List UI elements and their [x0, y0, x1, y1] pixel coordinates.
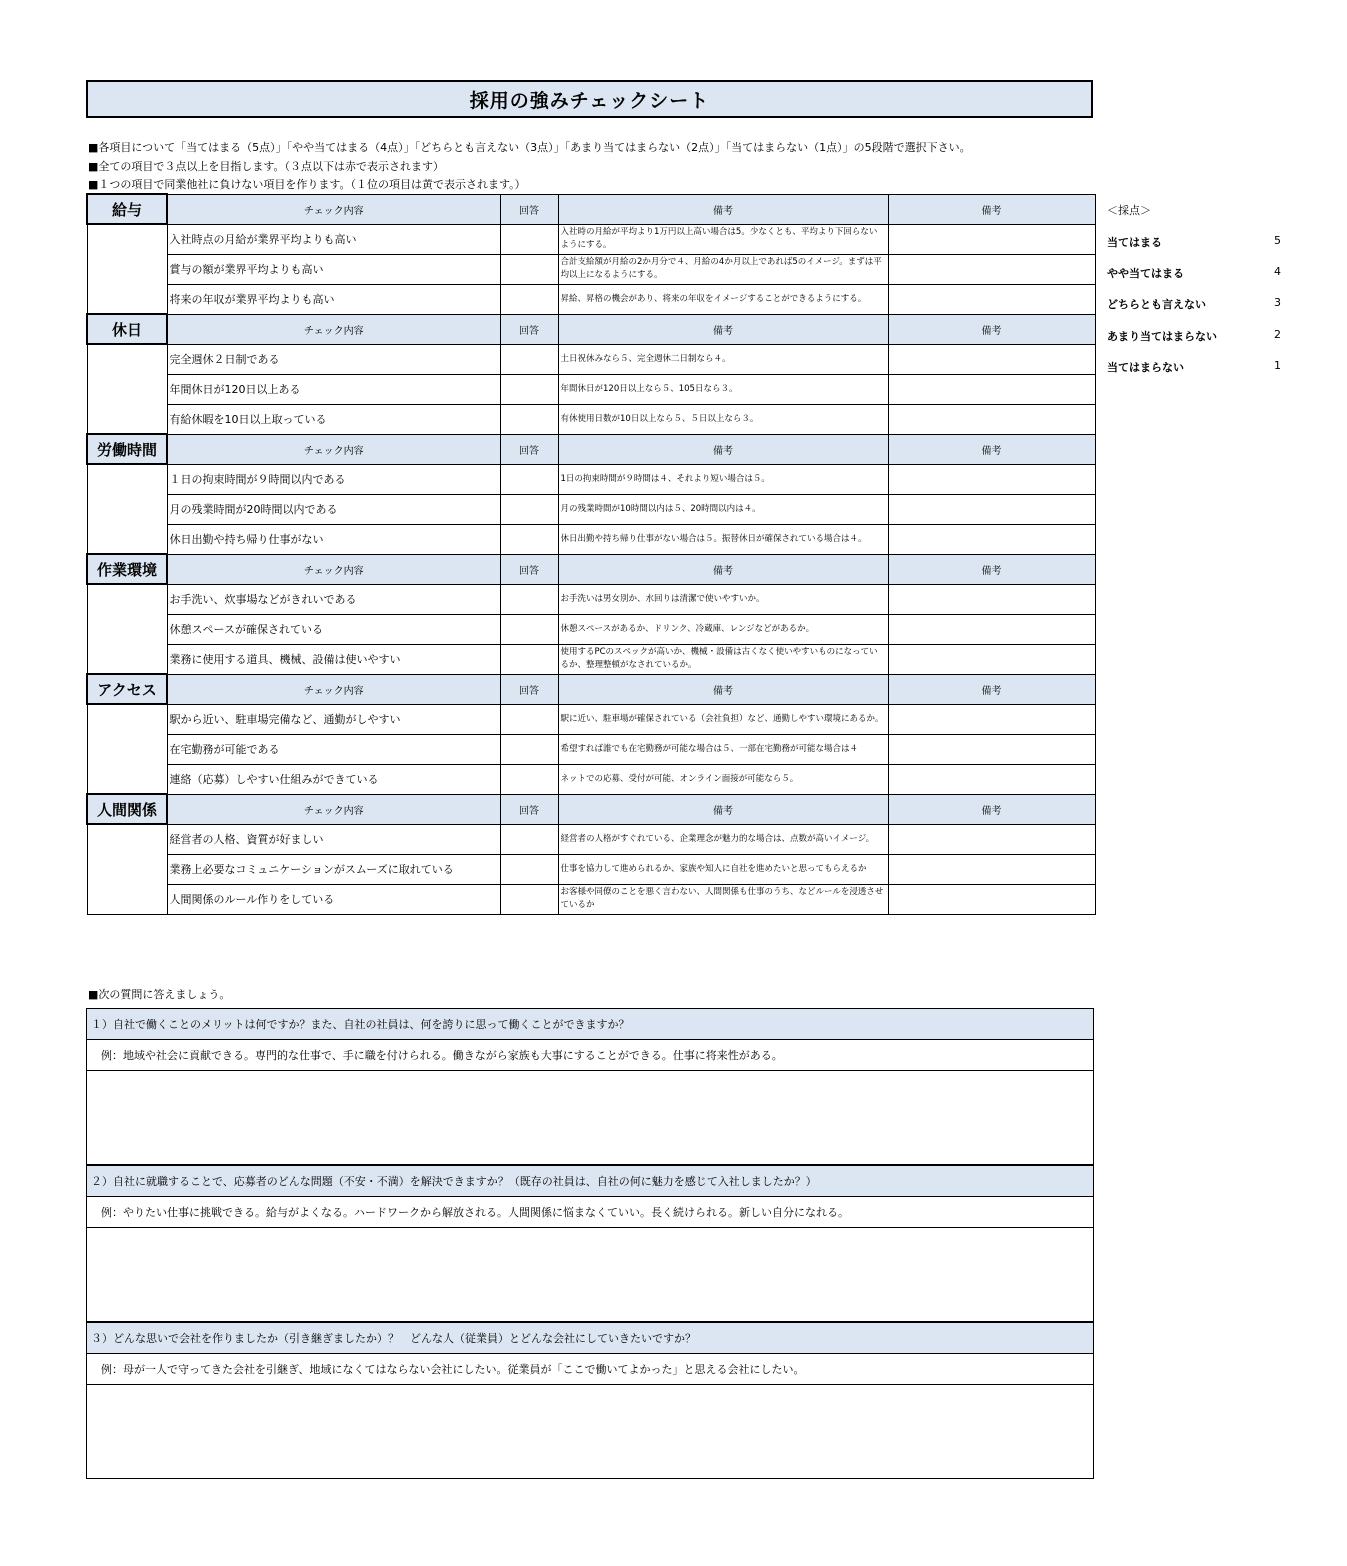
question-3-answer-area[interactable] — [87, 1385, 1093, 1478]
note-text: 駅に近い、駐車場が確保されている（会社負担）など、通勤しやすい環境にあるか。 — [558, 704, 888, 734]
check-item-text: 人間関係のルール作りをしている — [167, 884, 500, 914]
note-header: 備考 — [558, 554, 888, 584]
category-name: 人間関係 — [87, 794, 167, 824]
scoring-label: 当てはまらない — [1107, 361, 1184, 374]
check-item-text: 業務に使用する道具、機械、設備は使いやすい — [167, 644, 500, 674]
note2-cell[interactable] — [888, 764, 1095, 794]
check-item-text: 駅から近い、駐車場完備など、通勤がしやすい — [167, 704, 500, 734]
question-2-example: 例：やりたい仕事に挑戦できる。給与がよくなる。ハードワークから解放される。人間関係に悩まなくていい。長く続けられる。新しい自分になれる。 — [87, 1197, 1093, 1228]
note2-cell[interactable] — [888, 404, 1095, 434]
note-text: 昇給、昇格の機会があり、将来の年収をイメージすることができるようにする。 — [558, 284, 888, 314]
note-header: 備考 — [558, 794, 888, 824]
answer-cell[interactable] — [500, 284, 558, 314]
instruction-1: ■各項目について「当てはまる（5点）」「やや当てはまる（4点）」「どちらとも言えない（3点）」「あまり当てはまらない（2点）」「当てはまらない（1点）」の5段階で選択下さい。 — [88, 141, 971, 154]
answer-cell[interactable] — [500, 884, 558, 914]
check-item-row — [87, 344, 1095, 374]
questions-intro: ■次の質問に答えましょう。 — [88, 988, 231, 1001]
category-name: アクセス — [87, 674, 167, 704]
check-item-row — [87, 764, 1095, 794]
answer-cell[interactable] — [500, 254, 558, 284]
check-item-row — [87, 284, 1095, 314]
category-header-row — [87, 554, 1095, 584]
note2-cell[interactable] — [888, 524, 1095, 554]
check-content-header: チェック内容 — [167, 674, 500, 704]
answer-header: 回答 — [500, 434, 558, 464]
check-item-row — [87, 464, 1095, 494]
note2-cell[interactable] — [888, 704, 1095, 734]
category-name: 休日 — [87, 314, 167, 344]
scoring-label: やや当てはまる — [1107, 267, 1184, 280]
check-item-text: 連絡（応募）しやすい仕組みができている — [167, 764, 500, 794]
check-content-header: チェック内容 — [167, 554, 500, 584]
category-blank-cell — [87, 824, 167, 914]
check-item-row — [87, 494, 1095, 524]
scoring-label: どちらとも言えない — [1107, 298, 1206, 311]
note-text: 土日祝休みなら５、完全週休二日制なら４。 — [558, 344, 888, 374]
check-item-text: 経営者の人格、資質が好ましい — [167, 824, 500, 854]
check-item-row — [87, 614, 1095, 644]
check-item-text: 休憩スペースが確保されている — [167, 614, 500, 644]
note-text: 希望すれば誰でも在宅勤務が可能な場合は５、一部在宅勤務が可能な場合は４ — [558, 734, 888, 764]
note2-cell[interactable] — [888, 224, 1095, 254]
answer-cell[interactable] — [500, 854, 558, 884]
answer-cell[interactable] — [500, 764, 558, 794]
scoring-value: 3 — [1274, 296, 1281, 309]
answer-cell[interactable] — [500, 374, 558, 404]
answer-header: 回答 — [500, 554, 558, 584]
scoring-value: 4 — [1274, 265, 1281, 278]
check-item-text: 休日出勤や持ち帰り仕事がない — [167, 524, 500, 554]
check-content-header: チェック内容 — [167, 314, 500, 344]
scoring-row — [1107, 359, 1287, 375]
note2-header: 備考 — [888, 194, 1095, 224]
question-block-3 — [86, 1322, 1094, 1479]
note-text: お客様や同僚のことを悪く言わない、人間関係も仕事のうち、などルールを浸透させているか — [558, 884, 888, 914]
category-name: 給与 — [87, 194, 167, 224]
note2-header: 備考 — [888, 554, 1095, 584]
check-item-row — [87, 584, 1095, 614]
note-text: 経営者の人格がすぐれている、企業理念が魅力的な場合は、点数が高いイメージ。 — [558, 824, 888, 854]
note-header: 備考 — [558, 434, 888, 464]
check-item-row — [87, 404, 1095, 434]
instruction-3: ■１つの項目で同業他社に負けない項目を作ります。（１位の項目は黄で表示されます。） — [88, 178, 526, 191]
category-blank-cell — [87, 464, 167, 554]
check-table — [86, 193, 1096, 915]
note2-cell[interactable] — [888, 824, 1095, 854]
answer-cell[interactable] — [500, 734, 558, 764]
note-header: 備考 — [558, 674, 888, 704]
check-item-text: 月の残業時間が20時間以内である — [167, 494, 500, 524]
answer-cell[interactable] — [500, 584, 558, 614]
note2-cell[interactable] — [888, 644, 1095, 674]
check-item-row — [87, 374, 1095, 404]
note2-header: 備考 — [888, 794, 1095, 824]
question-1-text: １）自社で働くことのメリットは何ですか？また、自社の社員は、何を誇りに思って働くことができますか？ — [87, 1009, 1093, 1040]
note-text: 休憩スペースがあるか、ドリンク、冷蔵庫、レンジなどがあるか。 — [558, 614, 888, 644]
check-item-row — [87, 644, 1095, 674]
scoring-value: 5 — [1274, 234, 1281, 247]
check-item-text: 賞与の額が業界平均よりも高い — [167, 254, 500, 284]
check-item-text: お手洗い、炊事場などがきれいである — [167, 584, 500, 614]
answer-header: 回答 — [500, 314, 558, 344]
answer-cell[interactable] — [500, 824, 558, 854]
scoring-value: 1 — [1274, 359, 1281, 372]
answer-cell[interactable] — [500, 614, 558, 644]
category-header-row — [87, 794, 1095, 824]
note-text: お手洗いは男女別か、水回りは清潔で使いやすいか。 — [558, 584, 888, 614]
scoring-row — [1107, 328, 1287, 344]
note2-header: 備考 — [888, 434, 1095, 464]
check-content-header: チェック内容 — [167, 434, 500, 464]
note-text: 月の残業時間が10時間以内は５、20時間以内は４。 — [558, 494, 888, 524]
note-text: 使用するPCのスペックが高いか、機械・設備は古くなく使いやすいものになっているか、整理整頓がなされているか。 — [558, 644, 888, 674]
check-content-header: チェック内容 — [167, 194, 500, 224]
scoring-row — [1107, 296, 1287, 312]
category-blank-cell — [87, 704, 167, 794]
note-text: 1日の拘束時間が９時間は４、それより短い場合は５。 — [558, 464, 888, 494]
note2-header: 備考 — [888, 314, 1095, 344]
category-header-row — [87, 314, 1095, 344]
category-blank-cell — [87, 344, 167, 434]
note2-cell[interactable] — [888, 374, 1095, 404]
note2-cell[interactable] — [888, 344, 1095, 374]
check-item-row — [87, 524, 1095, 554]
answer-cell[interactable] — [500, 524, 558, 554]
note-text: 合計支給額が月給の2か月分で４、月給の4か月以上であれば5のイメージ。まずは平均以上になるようにする。 — [558, 254, 888, 284]
answer-cell[interactable] — [500, 224, 558, 254]
page-title: 採用の強みチェックシート — [86, 80, 1093, 118]
category-blank-cell — [87, 584, 167, 674]
answer-cell[interactable] — [500, 344, 558, 374]
check-item-row — [87, 734, 1095, 764]
note-header: 備考 — [558, 194, 888, 224]
note-text: 有休使用日数が10日以上なら５、５日以上なら３。 — [558, 404, 888, 434]
note2-cell[interactable] — [888, 854, 1095, 884]
category-name: 作業環境 — [87, 554, 167, 584]
check-item-text: １日の拘束時間が９時間以内である — [167, 464, 500, 494]
note2-cell[interactable] — [888, 464, 1095, 494]
note-text: 仕事を協力して進められるか、家族や知人に自社を進めたいと思ってもらえるか — [558, 854, 888, 884]
check-item-row — [87, 254, 1095, 284]
check-content-header: チェック内容 — [167, 794, 500, 824]
category-name: 労働時間 — [87, 434, 167, 464]
question-3-text: ３）どんな思いで会社を作りましたか（引き継ぎましたか）？ どんな人（従業員）とどんな会社にしていきたいですか？ — [87, 1323, 1093, 1354]
answer-header: 回答 — [500, 674, 558, 704]
category-header-row — [87, 194, 1095, 224]
note2-header: 備考 — [888, 674, 1095, 704]
note2-cell[interactable] — [888, 614, 1095, 644]
question-1-answer-area[interactable] — [87, 1071, 1093, 1164]
scoring-value: 2 — [1274, 328, 1281, 341]
answer-header: 回答 — [500, 794, 558, 824]
question-3-example: 例：母が一人で守ってきた会社を引継ぎ、地域になくてはならない会社にしたい。従業員が「ここで働いてよかった」と思える会社にしたい。 — [87, 1354, 1093, 1385]
instruction-2: ■全ての項目で３点以上を目指します。（３点以下は赤で表示されます） — [88, 160, 445, 173]
check-item-row — [87, 704, 1095, 734]
note2-cell[interactable] — [888, 584, 1095, 614]
check-item-text: 有給休暇を10日以上取っている — [167, 404, 500, 434]
question-block-2 — [86, 1165, 1094, 1322]
note-text: 入社時の月給が平均より1万円以上高い場合は5。少なくとも、平均より下回らないようにする。 — [558, 224, 888, 254]
question-2-text: ２）自社に就職することで、応募者のどんな問題（不安・不満）を解決できますか？（既存の社員は、自社の何に魅力を感じて入社しましたか？） — [87, 1166, 1093, 1197]
note2-cell[interactable] — [888, 734, 1095, 764]
scoring-row — [1107, 234, 1287, 250]
answer-cell[interactable] — [500, 704, 558, 734]
note2-cell[interactable] — [888, 284, 1095, 314]
question-1-example: 例：地域や社会に貢献できる。専門的な仕事で、手に職を付けられる。働きながら家族も大事にすることができる。仕事に将来性がある。 — [87, 1040, 1093, 1071]
category-header-row — [87, 434, 1095, 464]
check-item-row — [87, 854, 1095, 884]
check-item-text: 在宅勤務が可能である — [167, 734, 500, 764]
note2-cell[interactable] — [888, 884, 1095, 914]
note-text: ネットでの応募、受付が可能、オンライン面接が可能なら５。 — [558, 764, 888, 794]
answer-cell[interactable] — [500, 644, 558, 674]
note-text: 年間休日が120日以上なら５、105日なら３。 — [558, 374, 888, 404]
scoring-label: 当てはまる — [1107, 236, 1162, 249]
answer-cell[interactable] — [500, 464, 558, 494]
check-item-row — [87, 884, 1095, 914]
answer-cell[interactable] — [500, 404, 558, 434]
scoring-row — [1107, 265, 1287, 281]
check-item-text: 年間休日が120日以上ある — [167, 374, 500, 404]
note-header: 備考 — [558, 314, 888, 344]
question-block-1 — [86, 1008, 1094, 1165]
check-item-text: 入社時点の月給が業界平均よりも高い — [167, 224, 500, 254]
check-item-text: 将来の年収が業界平均よりも高い — [167, 284, 500, 314]
scoring-label: あまり当てはまらない — [1107, 330, 1217, 343]
check-item-text: 業務上必要なコミュニケーションがスムーズに取れている — [167, 854, 500, 884]
answer-cell[interactable] — [500, 494, 558, 524]
check-item-row — [87, 824, 1095, 854]
answer-header: 回答 — [500, 194, 558, 224]
scoring-title: ＜採点＞ — [1107, 204, 1151, 217]
check-item-row — [87, 224, 1095, 254]
question-2-answer-area[interactable] — [87, 1228, 1093, 1321]
note-text: 休日出勤や持ち帰り仕事がない場合は５。振替休日が確保されている場合は４。 — [558, 524, 888, 554]
category-header-row — [87, 674, 1095, 704]
note2-cell[interactable] — [888, 494, 1095, 524]
note2-cell[interactable] — [888, 254, 1095, 284]
check-item-text: 完全週休２日制である — [167, 344, 500, 374]
category-blank-cell — [87, 224, 167, 314]
